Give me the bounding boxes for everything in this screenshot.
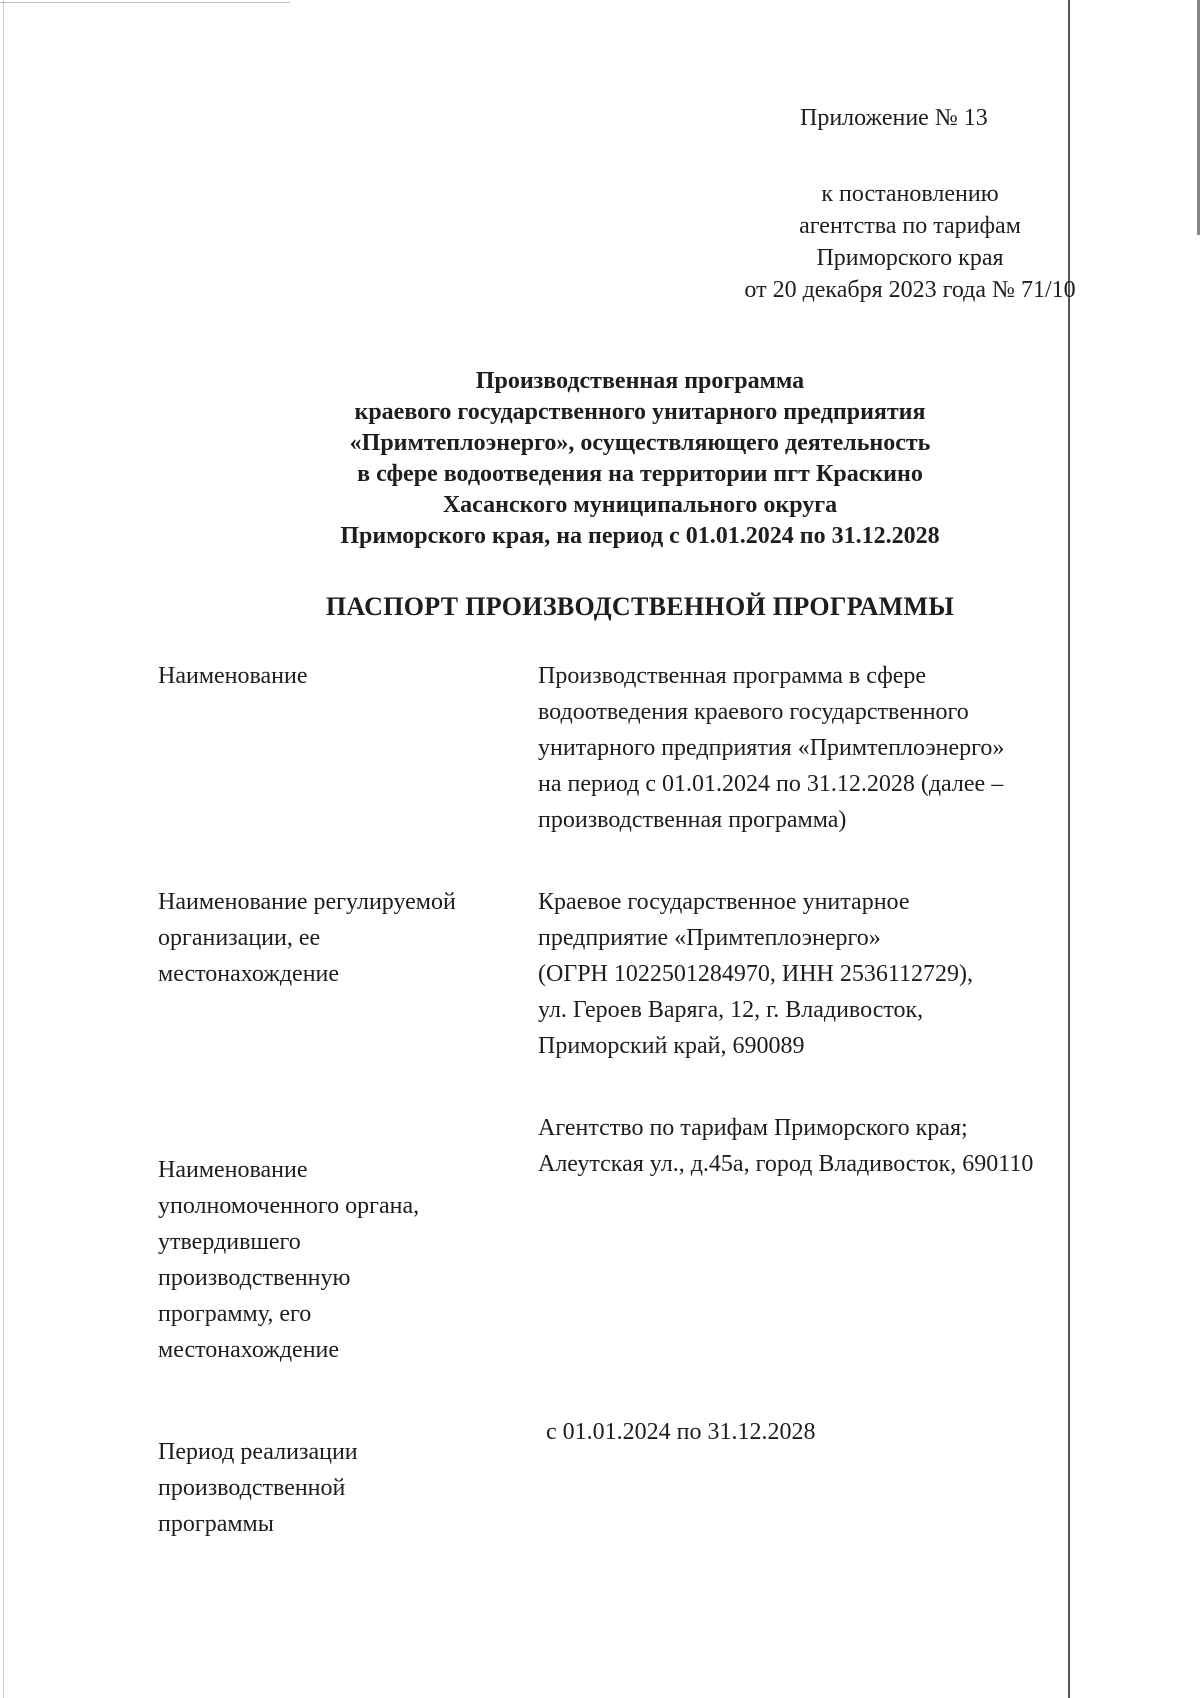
label-line: Наименование <box>158 1157 308 1183</box>
label-line: производственную <box>158 1265 351 1291</box>
label-line: местонахождение <box>158 961 340 987</box>
appendix-number: Приложение № 13 <box>800 105 988 131</box>
value-line: производственная программа) <box>538 807 847 833</box>
value-line: унитарного предприятия «Примтеплоэнерго» <box>538 735 1005 761</box>
appendix-line: к постановлению <box>821 181 999 207</box>
row-value-authority <box>538 1110 1118 1182</box>
heading-line: Приморского края, на период с 01.01.2024 по 31.12.2028 <box>340 523 940 549</box>
heading-line: в сфере водоотведения на территории пгт Краскино <box>357 461 923 487</box>
program-heading <box>220 366 1060 552</box>
label-line: Период реализации <box>158 1439 358 1465</box>
label-line: местонахождение <box>158 1337 340 1363</box>
label-line: программу, его <box>158 1301 312 1327</box>
passport-title: ПАСПОРТ ПРОИЗВОДСТВЕННОЙ ПРОГРАММЫ <box>325 592 955 621</box>
row-value-period <box>546 1414 1126 1450</box>
value-line: водоотведения краевого государственного <box>538 699 969 725</box>
value-line: ул. Героев Варяга, 12, г. Владивосток, <box>538 997 924 1023</box>
scan-edge-top <box>0 2 290 3</box>
heading-line: «Примтеплоэнерго», осуществляющего деятельность <box>349 430 931 456</box>
scan-edge-left <box>3 0 4 1698</box>
value-line: с 01.01.2024 по 31.12.2028 <box>546 1419 816 1445</box>
value-line: Агентство по тарифам Приморского края; <box>538 1115 968 1141</box>
label-line: Наименование <box>158 663 308 689</box>
label-line: организации, ее <box>158 925 321 951</box>
row-label-name <box>158 658 518 694</box>
heading-line: Хасанского муниципального округа <box>442 492 838 518</box>
row-value-organization <box>538 884 1118 1064</box>
appendix-reference <box>710 178 1110 306</box>
value-line: предприятие «Примтеплоэнерго» <box>538 925 881 951</box>
row-label-authority <box>158 1152 518 1368</box>
row-label-period <box>158 1434 518 1542</box>
appendix-line: Приморского края <box>816 245 1004 271</box>
value-line: Приморский край, 690089 <box>538 1033 805 1059</box>
label-line: программы <box>158 1511 274 1537</box>
row-label-organization <box>158 884 518 992</box>
appendix-line: от 20 декабря 2023 года № 71/10 <box>744 277 1076 303</box>
row-value-name <box>538 658 1118 838</box>
label-line: Наименование регулируемой <box>158 889 456 915</box>
value-line: (ОГРН 1022501284970, ИНН 2536112729), <box>538 961 973 987</box>
value-line: Краевое государственное унитарное <box>538 889 910 915</box>
appendix-line: агентства по тарифам <box>799 213 1021 239</box>
heading-line: Производственная программа <box>475 368 805 394</box>
label-line: производственной <box>158 1475 346 1501</box>
value-line: Производственная программа в сфере <box>538 663 927 689</box>
label-line: уполномоченного органа, <box>158 1193 420 1219</box>
value-line: Алеутская ул., д.45а, город Владивосток, 690110 <box>538 1151 1034 1177</box>
heading-line: краевого государственного унитарного предприятия <box>354 399 926 425</box>
value-line: на период с 01.01.2024 по 31.12.2028 (далее – <box>538 771 1004 797</box>
label-line: утвердившего <box>158 1229 301 1255</box>
